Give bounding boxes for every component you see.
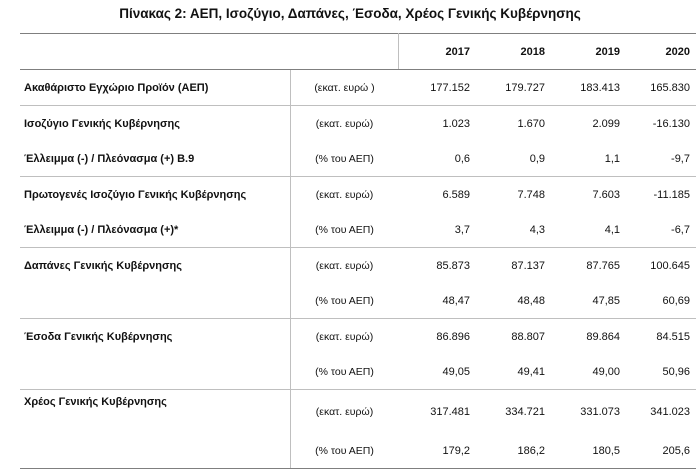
value-cell: 7.748	[474, 177, 549, 213]
value-cell: 49,41	[517, 365, 545, 378]
value-cell: 205,6	[624, 433, 696, 469]
row-label: Δαπάνες Γενικής Κυβέρνησης	[20, 248, 290, 284]
value-cell: 50,96	[662, 365, 690, 378]
value-cell: 331.073	[549, 390, 624, 434]
value-cell: 87.765	[549, 248, 624, 284]
row-unit: (% του ΑΕΠ)	[290, 433, 399, 469]
row-unit: (% του ΑΕΠ)	[315, 152, 374, 165]
row-label	[20, 433, 290, 469]
value-cell: 183.413	[549, 70, 624, 106]
year-header: 2020	[624, 34, 696, 70]
value-cell: -11.185	[624, 177, 696, 213]
value-cell: 84.515	[624, 319, 696, 355]
value-cell: 165.830	[624, 70, 696, 106]
value-cell: 4,1	[604, 223, 620, 236]
table-row	[20, 212, 696, 248]
value-cell: 49,00	[592, 365, 620, 378]
table-row	[20, 390, 696, 434]
row-label	[20, 283, 290, 319]
value-cell: 317.481	[399, 390, 475, 434]
header-empty-label	[20, 34, 290, 70]
value-cell: 0,6	[454, 152, 470, 165]
row-label: Έλλειμμα (-) / Πλεόνασμα (+) Β.9	[20, 141, 290, 177]
value-cell: 3,7	[454, 223, 470, 236]
year-header: 2017	[399, 34, 475, 70]
value-cell: 179.727	[474, 70, 549, 106]
row-unit: (% του ΑΕΠ)	[315, 294, 374, 307]
value-cell: 49,05	[442, 365, 470, 378]
table-row	[20, 70, 696, 106]
year-header: 2019	[549, 34, 624, 70]
value-cell: 48,48	[517, 294, 545, 307]
row-label: Ισοζύγιο Γενικής Κυβέρνησης	[20, 106, 290, 142]
row-unit: (εκατ. ευρώ)	[290, 106, 399, 142]
value-cell: -6,7	[671, 223, 690, 236]
value-cell: 89.864	[549, 319, 624, 355]
value-cell: 86.896	[399, 319, 475, 355]
row-label: Έσοδα Γενικής Κυβέρνησης	[20, 319, 290, 355]
table-row	[20, 433, 696, 469]
table-title: Πίνακας 2: ΑΕΠ, Ισοζύγιο, Δαπάνες, Έσοδα, Χρέος Γενικής Κυβέρνησης	[119, 6, 581, 21]
value-cell: 48,47	[442, 294, 470, 307]
table-row	[20, 177, 696, 213]
value-cell: -9,7	[671, 152, 690, 165]
value-cell: 1.023	[399, 106, 475, 142]
row-unit: (% του ΑΕΠ)	[315, 365, 374, 378]
value-cell: 100.645	[624, 248, 696, 284]
row-label	[20, 354, 290, 390]
table-row	[20, 354, 696, 390]
row-unit: (εκατ. ευρώ)	[290, 390, 399, 434]
table-header-row	[20, 34, 696, 70]
table-row	[20, 106, 696, 142]
value-cell: 6.589	[399, 177, 475, 213]
row-label: Έλλειμμα (-) / Πλεόνασμα (+)*	[20, 212, 290, 248]
value-cell: 1.670	[474, 106, 549, 142]
row-unit: (% του ΑΕΠ)	[315, 223, 374, 236]
value-cell: 1,1	[604, 152, 620, 165]
table-row	[20, 319, 696, 355]
table-row	[20, 141, 696, 177]
value-cell: 334.721	[474, 390, 549, 434]
value-cell: 179,2	[399, 433, 475, 469]
table-row	[20, 283, 696, 319]
value-cell: 85.873	[399, 248, 475, 284]
row-label: Ακαθάριστο Εγχώριο Προϊόν (ΑΕΠ)	[20, 70, 290, 106]
table-row	[20, 248, 696, 284]
value-cell: 60,69	[662, 294, 690, 307]
value-cell: 186,2	[474, 433, 549, 469]
value-cell: 4,3	[529, 223, 545, 236]
value-cell: -16.130	[624, 106, 696, 142]
year-header: 2018	[474, 34, 549, 70]
row-label: Πρωτογενές Ισοζύγιο Γενικής Κυβέρνησης	[20, 177, 290, 213]
value-cell: 341.023	[624, 390, 696, 434]
value-cell: 2.099	[549, 106, 624, 142]
header-empty-unit	[290, 34, 399, 70]
row-unit: (εκατ. ευρώ)	[290, 248, 399, 284]
row-unit: (εκατ. ευρώ)	[290, 177, 399, 213]
value-cell: 177.152	[399, 70, 475, 106]
row-unit: (εκατ. ευρώ)	[290, 319, 399, 355]
row-unit: (εκατ. ευρώ )	[290, 70, 399, 106]
value-cell: 47,85	[592, 294, 620, 307]
row-label: Χρέος Γενικής Κυβέρνησης	[20, 390, 290, 434]
value-cell: 87.137	[474, 248, 549, 284]
fiscal-table	[20, 33, 696, 469]
value-cell: 0,9	[529, 152, 545, 165]
value-cell: 180,5	[549, 433, 624, 469]
value-cell: 7.603	[549, 177, 624, 213]
value-cell: 88.807	[474, 319, 549, 355]
